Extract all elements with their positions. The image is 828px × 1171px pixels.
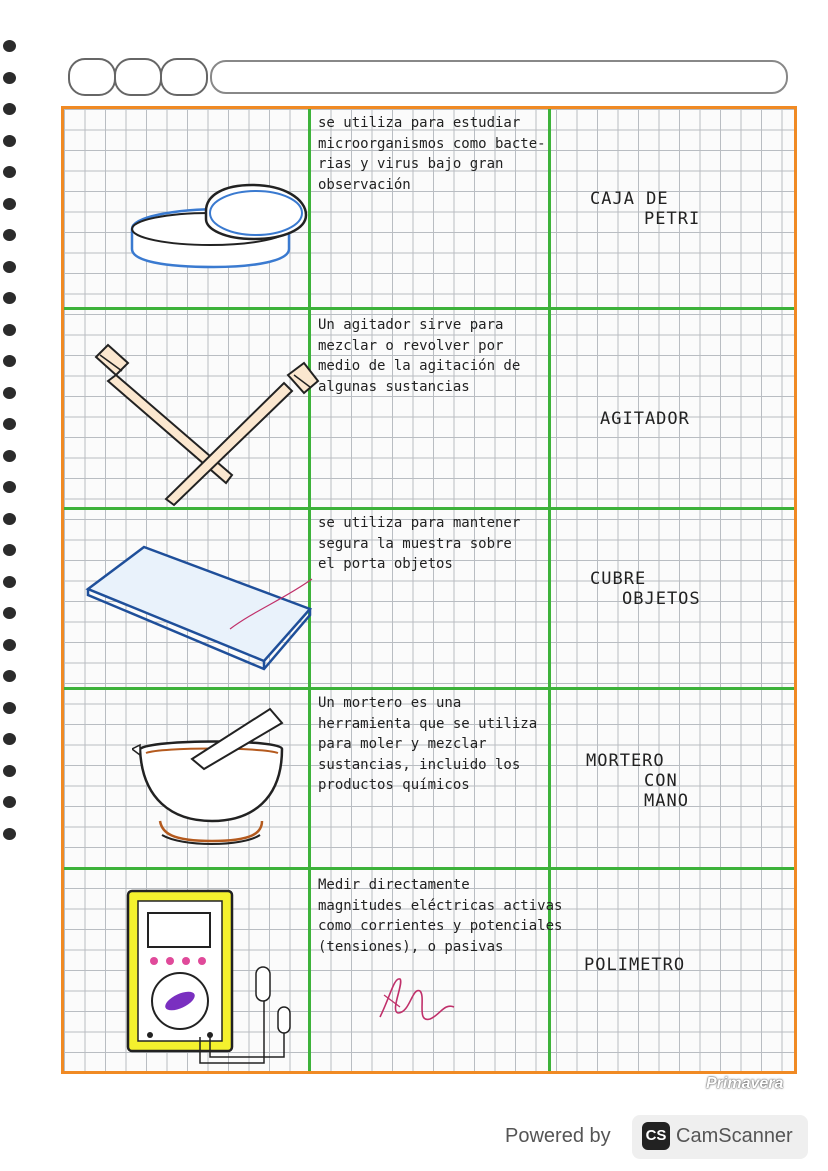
spiral-hole [3, 355, 16, 367]
row-name: CAJA DE PETRI [590, 189, 701, 229]
spiral-hole [3, 40, 16, 52]
spiral-hole [3, 513, 16, 525]
spiral-hole [3, 607, 16, 619]
spiral-hole [3, 702, 16, 714]
row-name: POLIMETRO [584, 955, 686, 975]
signature-mark [370, 967, 460, 1037]
spiral-hole [3, 544, 16, 556]
spiral-hole [3, 576, 16, 588]
spiral-hole [3, 828, 16, 840]
row-description: se utiliza para estudiar microorganismos como bacte- rias y virus bajo gran observación [318, 115, 546, 193]
spiral-hole [3, 198, 16, 210]
mortar-illustration [132, 705, 302, 851]
row-divider [64, 307, 794, 310]
spiral-hole [3, 292, 16, 304]
spiral-binding [0, 40, 22, 860]
row-divider [64, 867, 794, 870]
multimeter-illustration [124, 889, 304, 1069]
row-name: MORTERO CON MANO [586, 751, 689, 811]
primavera-brand: Primavera [706, 1075, 784, 1092]
spiral-hole [3, 135, 16, 147]
spiral-hole [3, 796, 16, 808]
row-name: CUBRE OBJETOS [590, 569, 701, 609]
spiral-hole [3, 450, 16, 462]
spiral-hole [3, 733, 16, 745]
cover-slip-illustration [84, 539, 314, 673]
spiral-hole [3, 418, 16, 430]
row-name: AGITADOR [600, 409, 690, 429]
spiral-hole [3, 103, 16, 115]
spiral-hole [3, 387, 16, 399]
grid-table [61, 106, 797, 1074]
header-title-box [210, 60, 788, 94]
spiral-hole [3, 324, 16, 336]
row-description: Un mortero es una herramienta que se utiliza para moler y mezclar sustancias, incluido los productos químicos [318, 695, 538, 793]
spiral-hole [3, 670, 16, 682]
spiral-hole [3, 481, 16, 493]
spiral-hole [3, 72, 16, 84]
petri-dish-illustration [124, 169, 314, 279]
row-description: Medir directamente magnitudes eléctricas activas como corrientes y potenciales (tensiones), o pasivas [318, 877, 563, 955]
header-box [160, 58, 208, 96]
powered-by-label: Powered by [505, 1125, 611, 1147]
spiral-hole [3, 639, 16, 651]
stirrer-illustration [82, 335, 322, 511]
row-divider [64, 687, 794, 690]
row-description: se utiliza para mantener segura la muestra sobre el porta objetos [318, 515, 521, 572]
spiral-hole [3, 229, 16, 241]
header-box [68, 58, 116, 96]
spiral-hole [3, 166, 16, 178]
spiral-hole [3, 261, 16, 273]
camscanner-logo-icon: CS [642, 1122, 670, 1150]
row-description: Un agitador sirve para mezclar o revolver por medio de la agitación de algunas sustancias [318, 317, 521, 395]
header-box [114, 58, 162, 96]
spiral-hole [3, 765, 16, 777]
camscanner-label: CamScanner [676, 1125, 793, 1147]
camscanner-badge [632, 1115, 808, 1159]
